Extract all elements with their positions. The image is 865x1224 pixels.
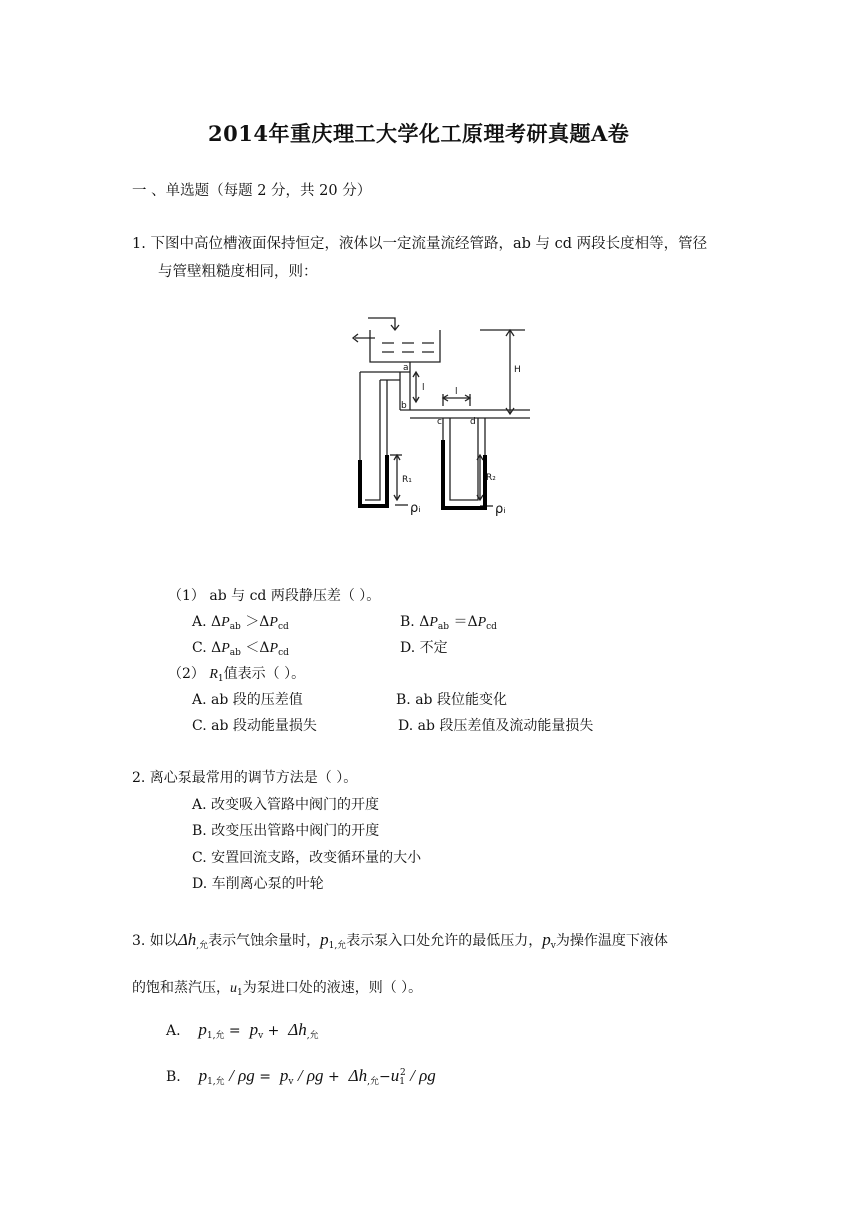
q2-option-d: D. 车削离心泵的叶轮 xyxy=(192,876,324,892)
q1-sub1: （1） ab 与 cd 两段静压差（ ）。 xyxy=(168,588,381,604)
q3-stem-line2: 的饱和蒸汽压，$u_1$为泵进口处的液速，则（ ）。 xyxy=(132,980,423,998)
label-R1: R₁ xyxy=(402,475,412,485)
q3-option-a: A. $p_{1,允} = p_v + \Delta h_{,允}$ xyxy=(166,1020,319,1041)
q1-sub1-option-b: B. $\Delta P_{ab} =\Delta P_{cd}$ xyxy=(400,614,497,632)
q1-sub2-option-b: B. ab 段位能变化 xyxy=(396,692,507,708)
q1-sub2-option-d: D. ab 段压差值及流动能量损失 xyxy=(398,718,594,734)
label-rho-1: ρᵢ xyxy=(410,501,421,516)
q1-sub2-option-c: C. ab 段动能量损失 xyxy=(192,718,317,734)
q1-sub1-option-a: A. $\Delta P_{ab} >\Delta P_{cd}$ xyxy=(192,614,289,632)
q1-sub2-option-a: A. ab 段的压差值 xyxy=(192,692,303,708)
label-b: b xyxy=(401,401,407,411)
q2-option-c: C. 安置回流支路，改变循环量的大小 xyxy=(192,850,422,866)
q1-sub1-option-c: C. $\Delta P_{ab} <\Delta P_{cd}$ xyxy=(192,640,289,658)
q3-option-b: B. $p_{1,允} / \rho g = p_v / \rho g + \Delta h_{,允}-u_1^2 / \rho g$ xyxy=(166,1066,436,1087)
page-title: 2014年重庆理工大学化工原理考研真题A卷 xyxy=(208,121,630,146)
q1-stem-line2: 与管壁粗糙度相同，则： xyxy=(158,264,318,280)
label-l-vertical: l xyxy=(422,383,425,393)
label-c: c xyxy=(437,417,442,427)
q1-sub1-option-d: D. 不定 xyxy=(400,640,448,656)
q3-stem-line1: 3. 如以$\Delta h_{,允}$表示气蚀余量时，$p_{1,允}$表示泵入口处允许的最低压力，$p_v$为操作温度下液体 xyxy=(132,930,668,951)
pipe-manometer-figure xyxy=(320,310,570,520)
label-H: H xyxy=(514,365,521,375)
q1-stem-line1: 1. 下图中高位槽液面保持恒定，液体以一定流量流经管路，ab 与 cd 两段长度相等，管径 xyxy=(132,236,708,252)
label-R2: R₂ xyxy=(486,473,496,483)
section-heading: 一 、单选题（每题 2 分，共 20 分） xyxy=(132,183,372,199)
label-d: d xyxy=(470,417,476,427)
q2-option-a: A. 改变吸入管路中阀门的开度 xyxy=(192,797,380,813)
label-a: a xyxy=(403,363,409,373)
q2-option-b: B. 改变压出管路中阀门的开度 xyxy=(192,823,380,839)
q1-sub2: （2） $R_1$值表示（ ）。 xyxy=(168,666,306,684)
q2-stem: 2. 离心泵最常用的调节方法是（ ）。 xyxy=(132,770,358,786)
label-rho-2: ρᵢ xyxy=(495,502,506,517)
label-l-horizontal: l xyxy=(455,387,458,397)
